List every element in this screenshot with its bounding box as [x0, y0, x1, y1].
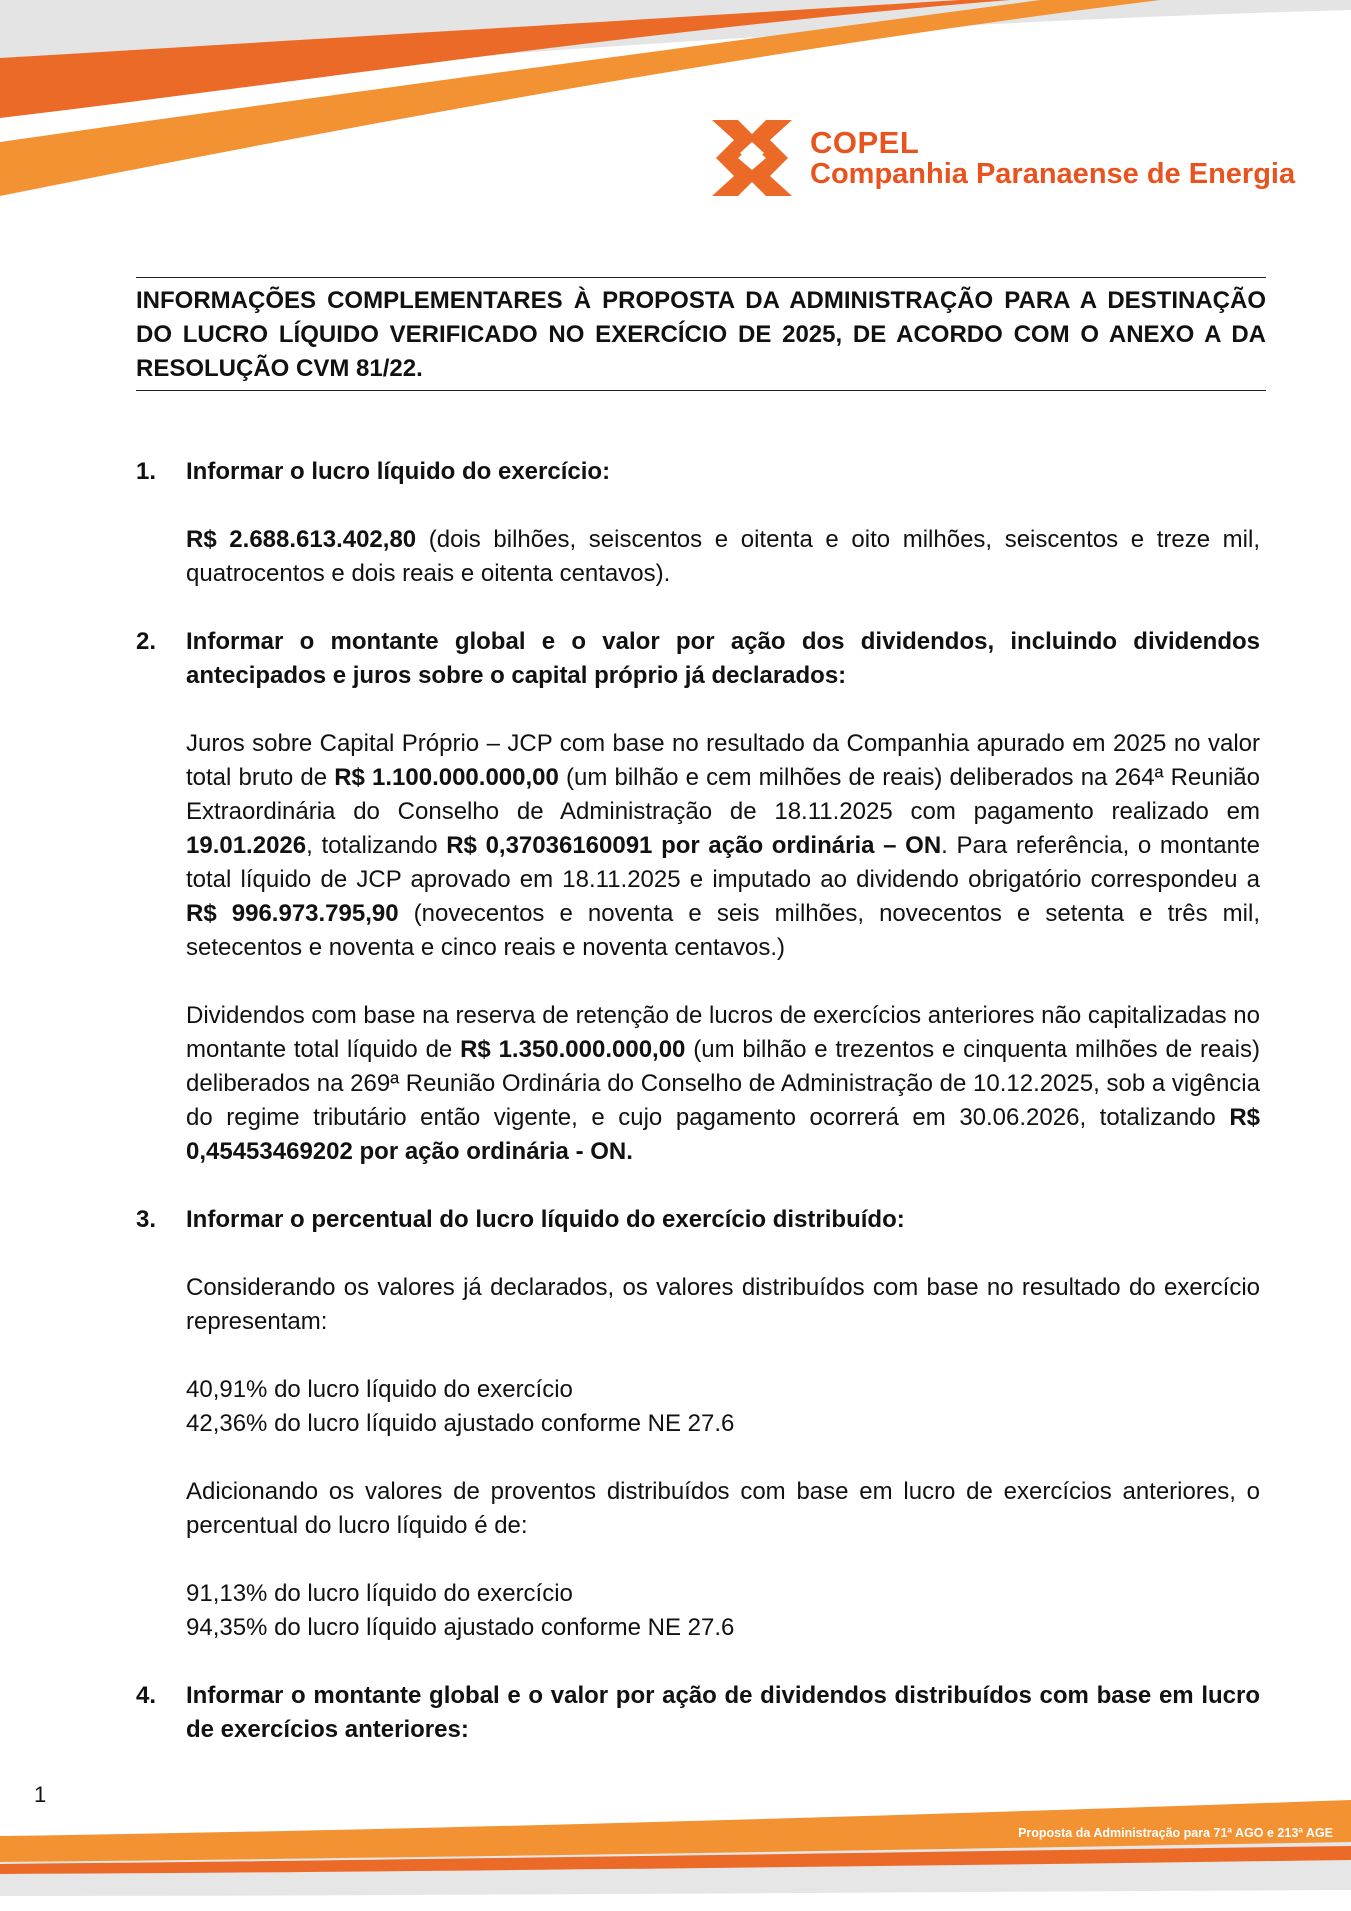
list-item: 40,91% do lucro líquido do exercício — [186, 1376, 573, 1403]
brand-full-name: Companhia Paranaense de Energia — [810, 158, 1296, 191]
question-title: Informar o montante global e o valor por ação de dividendos distribuídos com base em lucro de exercícios anteriores: — [186, 1682, 1260, 1743]
text-run: (um bilhão e trezentos e cinquenta milhões de reais) deliberados na 269ª Reunião Ordinária do Conselho de Administração de 10.12.2025, sob a vigência do regime tributário então vigente, e cujo pagamento ocorrerá em 30.06.2026, totalizando — [186, 1036, 1260, 1131]
dividends-per-share-value: R$ 0,45453469202 por ação ordinária - ON. — [186, 1104, 1260, 1165]
answer-1-paragraph — [186, 523, 1260, 591]
question-title: Informar o montante global e o valor por ação dos dividendos, incluindo dividendos antecipados e juros sobre o capital próprio já declarados: — [186, 628, 1260, 689]
percent-list-2 — [186, 1577, 1260, 1645]
question-number: 3. — [136, 1206, 157, 1233]
net-income-text: (dois bilhões, seiscentos e oitenta e oito milhões, seiscentos e treze mil, quatrocentos e dois reais e oitenta centavos). — [186, 526, 1260, 587]
footer-caption: Proposta da Administração para 71ª AGO e 213ª AGE — [1018, 1826, 1333, 1840]
list-item: 42,36% do lucro líquido ajustado conforme NE 27.6 — [186, 1410, 735, 1437]
answer-2-paragraph-jcp — [186, 727, 1260, 965]
jcp-per-share-value: R$ 0,37036160091 por ação ordinária – ON — [446, 832, 942, 859]
document-heading: INFORMAÇÕES COMPLEMENTARES À PROPOSTA DA ADMINISTRAÇÃO PARA A DESTINAÇÃO DO LUCRO LÍQUIDO VERIFICADO NO EXERCÍCIO DE 2025, DE ACORDO COM O ANEXO A DA RESOLUÇÃO CVM 81/22. — [136, 277, 1266, 391]
text-run: . Para referência, o montante total líquido de JCP aprovado em 18.11.2025 e imputado ao dividendo obrigatório correspondeu a — [186, 832, 1260, 893]
document-body — [136, 455, 1260, 1747]
text-run: , totalizando — [306, 832, 447, 859]
question-number: 2. — [136, 628, 157, 655]
jcp-payment-date: 19.01.2026 — [186, 832, 307, 859]
question-number: 4. — [136, 1682, 157, 1709]
question-1 — [136, 455, 1260, 489]
copel-logo-mark-icon — [712, 120, 792, 196]
question-title: Informar o lucro líquido do exercício: — [186, 458, 611, 485]
list-item: 94,35% do lucro líquido ajustado conforme NE 27.6 — [186, 1614, 735, 1641]
jcp-net-value: R$ 996.973.795,90 — [186, 900, 399, 927]
answer-3-paragraph-1: Considerando os valores já declarados, os valores distribuídos com base no resultado do exercício representam: — [186, 1274, 1260, 1335]
question-2 — [136, 625, 1260, 693]
percent-list-1 — [186, 1373, 1260, 1441]
page-number: 1 — [34, 1782, 47, 1807]
dividends-net-value: R$ 1.350.000.000,00 — [460, 1036, 686, 1063]
text-run: (novecentos e noventa e seis milhões, novecentos e setenta e três mil, setecentos e noventa e cinco reais e noventa centavos.) — [186, 900, 1260, 961]
text-run: Dividendos com base na reserva de retenção de lucros de exercícios anteriores não capitalizadas no montante total líquido de — [186, 1002, 1260, 1063]
bottom-decorative-band — [0, 1800, 1351, 1911]
question-4 — [136, 1679, 1260, 1747]
text-run: (um bilhão e cem milhões de reais) deliberados na 264ª Reunião Extraordinária do Conselho de Administração de 18.11.2025 com pagamento realizado em — [186, 764, 1260, 825]
brand-name: COPEL — [810, 124, 920, 160]
answer-3-paragraph-2: Adicionando os valores de proventos distribuídos com base em lucro de exercícios anteriores, o percentual do lucro líquido é de: — [186, 1478, 1260, 1539]
question-title: Informar o percentual do lucro líquido do exercício distribuído: — [186, 1206, 905, 1233]
jcp-gross-value: R$ 1.100.000.000,00 — [334, 764, 559, 791]
list-item: 91,13% do lucro líquido do exercício — [186, 1580, 573, 1607]
copel-logo — [712, 118, 1295, 198]
net-income-value: R$ 2.688.613.402,80 — [186, 526, 417, 553]
text-run: Juros sobre Capital Próprio – JCP com base no resultado da Companhia apurado em 2025 no valor total bruto de — [186, 730, 1260, 791]
question-3 — [136, 1203, 1260, 1237]
question-number: 1. — [136, 458, 157, 485]
answer-2-paragraph-dividends — [186, 999, 1260, 1169]
